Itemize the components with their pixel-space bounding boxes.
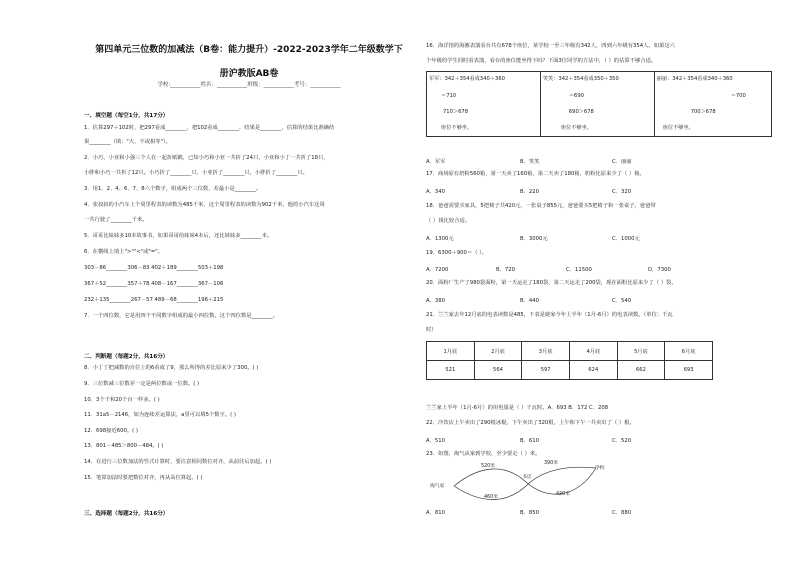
question-6-row-2: 367＋52________357＋78 408－167________367－106 <box>84 281 224 287</box>
option-a[interactable]: A．810 <box>426 510 446 516</box>
method-box-junjun: 军军：342＋354看成340＋360 ＝710 710＞678 座位不够坐。 <box>427 72 541 137</box>
question-14: 14．在进行三位数加法的竖式计算时，要注意相同数位对齐，从前往后加起。( ) <box>84 459 272 465</box>
estimation-methods-table <box>426 71 772 137</box>
option-c[interactable]: C．1000元 <box>612 236 640 242</box>
option-a[interactable]: A．380 <box>426 298 446 304</box>
table-cell: 597 <box>522 361 570 380</box>
question-12: 12．698接近600。( ) <box>84 428 138 434</box>
question-16-line-2: 个年级的学生同时看表演，看台的座位能坐得下吗？下面3位同学的方法中，（ ）的估算不够合适。 <box>426 58 657 64</box>
option-d[interactable]: D．7300 <box>648 267 671 273</box>
method-box-lili: 丽丽：342＋354看成340＋360 ＝700 700＞678 座位不够坐。 <box>654 72 771 137</box>
section-true-false-heading: 二、判断题（每题2分，共16分） <box>84 354 169 360</box>
table-header-cell: 5月底 <box>617 342 665 361</box>
option-c[interactable]: C．11500 <box>566 267 592 273</box>
route-upper-curve <box>454 468 596 494</box>
question-7: 7．一个四位数，它是用四个不同数字组成的最小四位数，这个四位数是________。 <box>84 313 279 319</box>
question-13: 13．801－485＞800－484。( ) <box>84 443 164 449</box>
question-9: 9．三位数减三位数差一定是两位数或一位数。( ) <box>84 381 200 387</box>
table-cell: 624 <box>569 361 617 380</box>
option-a[interactable]: A．1300元 <box>426 236 454 242</box>
question-23: 23．如图，淘气从家到学校，至少要走（ ）米。 <box>426 451 541 457</box>
question-18-line-1: 18．爸爸需要买家具，5把椅子共420元，一张桌子855元，爸爸要买5把椅子和一张桌子，爸爸带 <box>426 203 656 209</box>
question-6: 6．在横线上填上">""<"或"="。 <box>84 249 163 255</box>
question-1-line-1: 1．估算297＋102时，把297看成________，把102看成________，结果是________，估算的结果比准确结 <box>84 125 335 131</box>
question-11: 11．31a5－2146，如为连续差运算法，a里可以填5个数字。( ) <box>84 412 236 418</box>
question-16-line-1: 16．海洋馆的海豚表演看台共有678个座位，某学校一至三年级有342人，四到六年级有354人。如果这六 <box>426 43 675 49</box>
question-19: 19．6300＋900＝（ ）。 <box>426 250 488 256</box>
map-label-bookstore: 书店 <box>522 475 532 480</box>
question-21-answer-line: 兰兰家上半年（1月-6月）的用电量是（ ）千瓦时。A．693 B．172 C．208 <box>426 405 609 411</box>
option-a[interactable]: A．510 <box>426 438 446 444</box>
option-b[interactable]: B．440 <box>520 298 540 304</box>
method-box-xiaoxiao: 笑笑：342＋354看成350＋350 ＝690 690＞678 座位不够坐。 <box>540 72 654 137</box>
question-4-line-1: 4．张叔叔的小汽车上个周里程表的读数为485千米，这个周里程表的读数为902千米，他的小汽车这周 <box>84 202 325 208</box>
title-line-1: 第四单元三位数的加减法（B卷：能力提升）-2022-2023学年二年级数学下 <box>95 45 403 55</box>
option-b[interactable]: B．220 <box>520 189 540 195</box>
table-header-cell: 4月底 <box>569 342 617 361</box>
question-22: 22．冷饮店上午卖出了290根冰棍，下午卖出了320根，上午和下午一共卖出了（ ）根。 <box>426 420 635 426</box>
option-a[interactable]: A．7200 <box>426 267 449 273</box>
option-b[interactable]: B．850 <box>520 510 540 516</box>
question-2-line-1: 2．小巧、小亚和小强三个人在一起折纸鹤，已知小巧和小亚一共折了24只，小亚和小丁一共折了18只， <box>84 155 329 161</box>
section-choice-heading: 三、选择题（每题2分，共16分） <box>84 511 169 517</box>
question-15: 15．笔算加法时要把数位对齐，再从高位算起。( ) <box>84 475 203 481</box>
question-1-line-2: 果________（填："大、不或相等"）。 <box>84 139 171 145</box>
table-cell: 693 <box>665 361 713 380</box>
table-header-cell: 1月底 <box>427 342 475 361</box>
option-b[interactable]: B．笑笑 <box>520 159 540 165</box>
option-c[interactable]: C．丽丽 <box>612 159 632 165</box>
question-20: 20．面粉厂生产了980袋面粉，第一天运走了180袋，第二天运走了200袋，现在面粉比原来少了（ ）袋。 <box>426 280 677 286</box>
question-4-line-2: 一共行驶了________千米。 <box>84 217 148 223</box>
table-cell: 521 <box>427 361 475 380</box>
map-distance-3: 460米 <box>484 495 498 500</box>
map-label-school: 学校 <box>595 466 605 471</box>
question-8: 8．小丁丁把减数的百位上的6看成了9，那么所得的差比原来少了300。( ) <box>84 365 259 371</box>
table-header-cell: 3月底 <box>522 342 570 361</box>
section-fill-blank-heading: 一、填空题（每空1分，共17分） <box>84 113 169 119</box>
exam-title <box>84 38 414 86</box>
question-18-line-2: （ ）钱比较合适。 <box>426 218 471 224</box>
table-row <box>427 361 713 380</box>
option-a[interactable]: A．340 <box>426 189 446 195</box>
table-header-cell: 2月底 <box>474 342 522 361</box>
map-distance-2: 390米 <box>544 461 558 466</box>
table-header-cell: 6月底 <box>665 342 713 361</box>
option-c[interactable]: C．880 <box>612 510 632 516</box>
route-lower-curve <box>454 467 596 499</box>
option-a[interactable]: A．军军 <box>426 159 446 165</box>
question-21-line-2: 时） <box>426 327 437 333</box>
option-b[interactable]: B．3000元 <box>520 236 548 242</box>
title-line-2: 册沪教版AB卷 <box>219 69 279 79</box>
table-cell: 662 <box>617 361 665 380</box>
question-6-row-1: 303－86________306－83 402＋189________503＋198 <box>84 265 224 271</box>
map-distance-1: 520米 <box>481 464 495 469</box>
option-b[interactable]: B．610 <box>520 438 540 444</box>
question-10: 10．3个千和20个百一样多。( ) <box>84 397 160 403</box>
table-header-row <box>427 342 713 361</box>
option-c[interactable]: C．320 <box>612 189 632 195</box>
question-2-line-2: 小胖和小巧一共折了12只。小巧折了________只，小亚折了________只，小胖折了________只。 <box>84 170 308 176</box>
option-c[interactable]: C．540 <box>612 298 632 304</box>
map-distance-4: 420米 <box>556 492 570 497</box>
question-17: 17．商场原有奶粉560箱，第一天卖了160箱，第二天卖了180箱，奶粉比原来少了（ ）箱。 <box>426 171 645 177</box>
question-6-row-3: 232＋135________267－57 489－68________196＋215 <box>84 297 224 303</box>
electricity-meter-table <box>426 341 713 380</box>
student-info-fields: 学校:___________姓名：___________班级：___________考号：___________ <box>157 82 341 88</box>
question-21-line-1: 21．兰兰家去年12月底的电表读数是485，下表是她家今年上半年（1月-6月）的电表读数。（单位：千瓦 <box>426 312 673 318</box>
map-label-home: 淘气家 <box>430 484 445 489</box>
table-cell: 564 <box>474 361 522 380</box>
question-3: 3．用1、2、4、6、7、8六个数字，组成两个三位数，差最小是________。 <box>84 186 262 192</box>
option-b[interactable]: B．720 <box>496 267 516 273</box>
option-c[interactable]: C．520 <box>612 438 632 444</box>
question-5: 5．哥哥比妹妹多10本故事书，如果哥哥给妹妹4本后，还比妹妹多________本。 <box>84 233 273 239</box>
